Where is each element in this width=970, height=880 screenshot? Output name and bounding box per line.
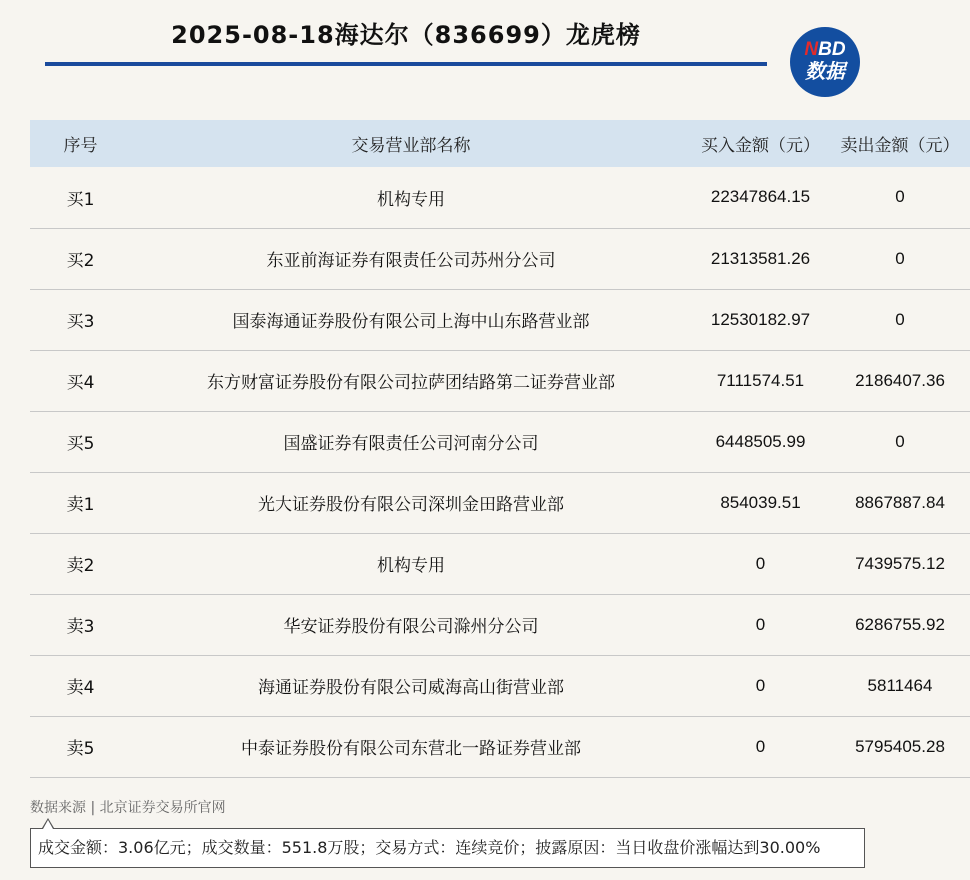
column-header-name: 交易营业部名称: [351, 136, 471, 156]
logo-text-top: [790, 39, 860, 61]
cell-branch-name: 国泰海通证券股份有限公司上海中山东路营业部: [232, 312, 590, 332]
table-row: [30, 167, 970, 228]
column-header-buy: 买入金额（元）: [701, 136, 820, 156]
cell-branch-name: 国盛证券有限责任公司河南分公司: [283, 434, 539, 454]
logo-text-bottom: 数据: [805, 59, 845, 83]
cell-buy-amount: 0: [755, 614, 766, 634]
cell-buy-amount: 0: [755, 736, 766, 756]
cell-branch-name: 海通证券股份有限公司威海高山街营业部: [258, 678, 564, 698]
cell-sell-amount: 0: [895, 431, 905, 451]
cell-index: 卖4: [66, 678, 95, 698]
cell-branch-name: 东亚前海证券有限责任公司苏州分公司: [266, 251, 556, 271]
cell-sell-amount: 0: [895, 248, 905, 268]
cell-buy-amount: 0: [755, 553, 766, 573]
cell-sell-amount: 5811464: [867, 675, 933, 695]
cell-index: 买1: [66, 189, 95, 210]
table-row: [30, 594, 970, 655]
cell-buy-amount: 854039.51: [720, 492, 801, 512]
cell-sell-amount: 0: [895, 309, 905, 329]
cell-index: 卖3: [66, 617, 95, 637]
cell-index: 卖5: [66, 739, 95, 759]
dragon-tiger-table: [30, 120, 970, 778]
cell-branch-name: 东方财富证券股份有限公司拉萨团结路第二证券营业部: [207, 373, 615, 393]
cell-index: 买3: [66, 312, 95, 332]
table-row: [30, 228, 970, 289]
table-header-row: [30, 120, 970, 167]
cell-sell-amount: 2186407.36: [855, 370, 945, 390]
cell-sell-amount: 5795405.28: [855, 736, 945, 756]
cell-index: 买2: [66, 251, 95, 271]
cell-sell-amount: 6286755.92: [855, 614, 945, 634]
table-row: [30, 655, 970, 716]
table-row: [30, 716, 970, 777]
cell-sell-amount: 7439575.12: [855, 553, 945, 573]
cell-branch-name: 机构专用: [377, 556, 445, 576]
table-row: [30, 411, 970, 472]
cell-branch-name: 机构专用: [377, 189, 445, 210]
data-source: 数据来源 | 北京证券交易所官网: [30, 800, 226, 816]
cell-buy-amount: 0: [755, 675, 766, 695]
logo-letters-bd: BD: [818, 39, 846, 60]
cell-buy-amount: 22347864.15: [710, 187, 811, 207]
cell-buy-amount: 6448505.99: [715, 431, 806, 451]
logo-letter-n: N: [804, 39, 819, 60]
cell-index: 卖2: [66, 556, 95, 576]
nbd-logo: [790, 27, 860, 97]
note-pointer-fill: [43, 820, 53, 829]
cell-index: 买5: [66, 434, 95, 454]
title-underline: [45, 62, 767, 66]
cell-index: 卖1: [66, 495, 95, 515]
cell-buy-amount: 7111574.51: [716, 370, 805, 390]
page-title: 2025-08-18海达尔（836699）龙虎榜: [171, 21, 641, 49]
table-row: [30, 472, 970, 533]
cell-branch-name: 中泰证券股份有限公司东营北一路证券营业部: [241, 739, 581, 759]
table-row: [30, 533, 970, 594]
cell-branch-name: 光大证券股份有限公司深圳金田路营业部: [258, 495, 564, 515]
cell-branch-name: 华安证券股份有限公司滁州分公司: [283, 617, 539, 637]
table-row: [30, 350, 970, 411]
cell-sell-amount: 0: [895, 187, 905, 207]
cell-buy-amount: 12530182.97: [710, 309, 811, 329]
trade-summary-note: 成交金额：3.06亿元；成交数量：551.8万股；交易方式：连续竞价；披露原因：当日收盘价涨幅达到30.00%: [30, 828, 865, 868]
cell-index: 买4: [66, 373, 95, 393]
cell-sell-amount: 8867887.84: [855, 492, 945, 512]
column-header-index: 序号: [63, 136, 98, 156]
column-header-sell: 卖出金额（元）: [840, 136, 960, 156]
cell-buy-amount: 21313581.26: [710, 248, 811, 268]
table-row: [30, 289, 970, 350]
